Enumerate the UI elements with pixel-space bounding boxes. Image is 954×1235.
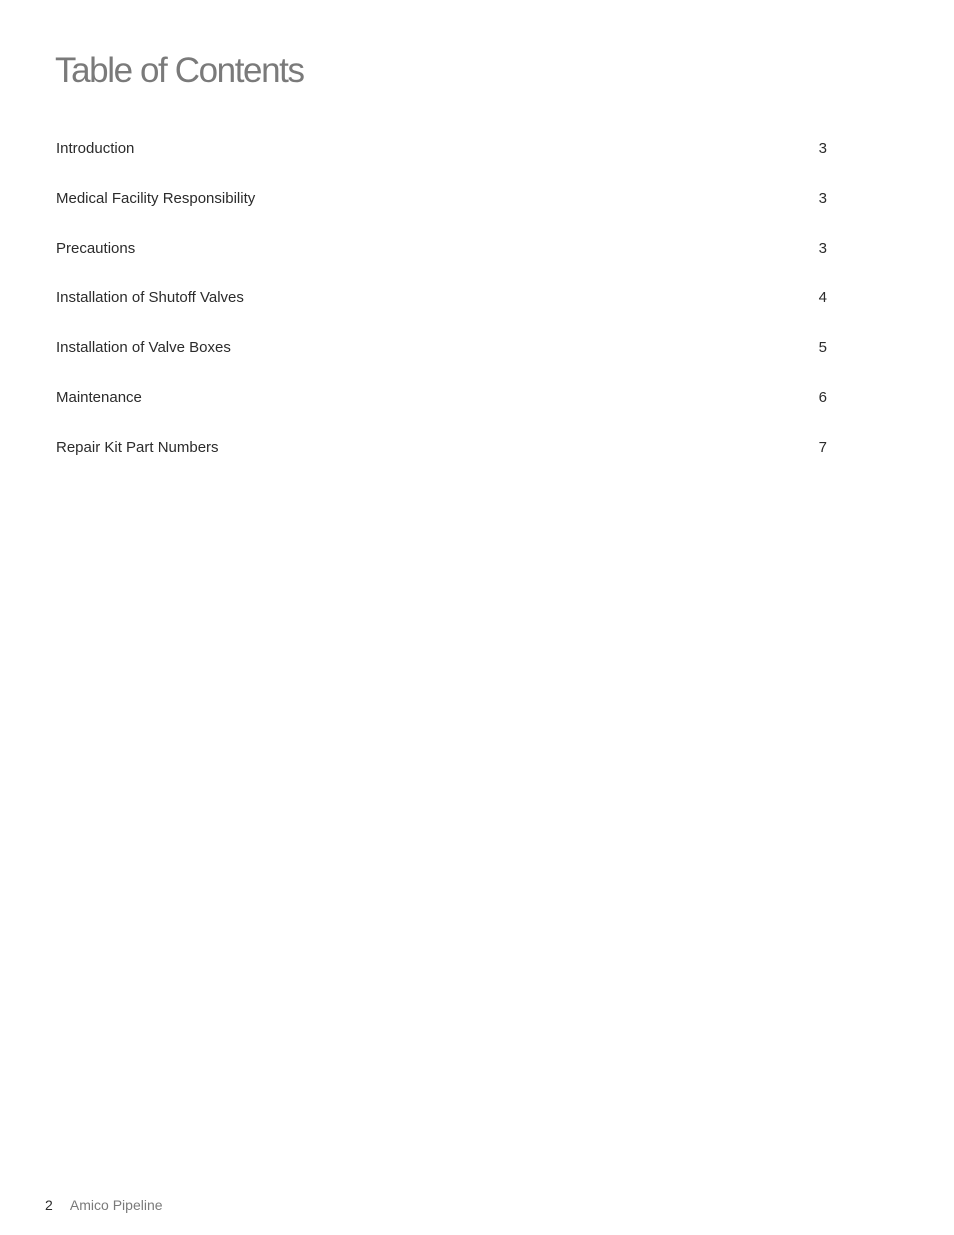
footer-page-number: 2 [45,1197,53,1213]
page-title: Table of Contents [55,51,304,90]
toc-entry-page-number: 4 [818,289,827,307]
toc-entry-title: Introduction [56,140,135,157]
page-footer [45,1195,163,1215]
toc-entry-title: Maintenance [56,388,142,406]
toc-entry-medical-facility-responsibility[interactable] [56,187,827,237]
toc-entry-title: Medical Facility Responsibility [56,189,256,207]
toc-entry-installation-of-valve-boxes[interactable] [56,336,827,386]
toc-entry-title: Repair Kit Part Numbers [56,438,219,456]
toc-entry-precautions[interactable] [56,237,827,287]
toc-entry-page-number: 6 [818,388,827,406]
toc-entry-page-number: 3 [818,189,827,207]
toc-entry-installation-of-shutoff-valves[interactable] [56,286,827,336]
toc-entry-page-number: 3 [818,239,827,257]
toc-entry-title: Precautions [56,239,136,257]
footer-document-name: Amico Pipeline [69,1197,163,1213]
toc-list [56,137,827,486]
toc-entry-title: Installation of Valve Boxes [56,339,231,357]
toc-entry-introduction[interactable] [56,137,827,187]
toc-entry-maintenance[interactable] [56,386,827,436]
toc-entry-page-number: 7 [818,438,827,456]
toc-entry-title: Installation of Shutoff Valves [56,289,244,307]
toc-entry-page-number: 3 [818,140,827,157]
toc-entry-page-number: 5 [818,339,827,357]
toc-entry-repair-kit-part-numbers[interactable] [56,436,827,486]
